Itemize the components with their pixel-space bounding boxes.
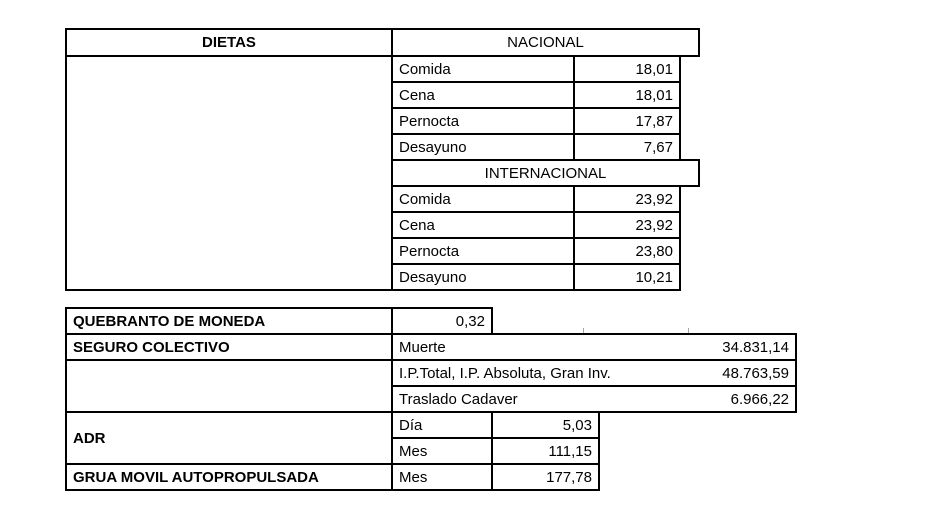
seguro-item-value: 48.763,59 — [722, 364, 789, 382]
dietas-title-cell: DIETAS — [66, 29, 392, 56]
spacer-cell — [680, 264, 699, 290]
conceptos-table — [65, 307, 797, 491]
spacer-cell — [599, 308, 796, 334]
seguro-label-cell: SEGURO COLECTIVO — [66, 334, 392, 360]
diet-value-cell: 23,92 — [574, 186, 680, 212]
grua-period-cell: Mes — [392, 464, 492, 490]
nacional-header-cell: NACIONAL — [392, 29, 699, 56]
adr-value-cell: 111,15 — [492, 438, 599, 464]
diet-value-cell: 17,87 — [574, 108, 680, 134]
spacer-cell — [680, 56, 699, 82]
diet-label-cell: Cena — [392, 82, 574, 108]
diet-value-cell: 23,92 — [574, 212, 680, 238]
quebranto-label-cell: QUEBRANTO DE MONEDA — [66, 308, 392, 334]
gridline-stub — [688, 328, 689, 333]
adr-value-cell: 5,03 — [492, 412, 599, 438]
seguro-row-cell — [392, 360, 796, 386]
seguro-item-label: I.P.Total, I.P. Absoluta, Gran Inv. — [399, 364, 611, 382]
diet-label-cell: Desayuno — [392, 134, 574, 160]
diet-value-cell: 18,01 — [574, 56, 680, 82]
seguro-item-label: Traslado Cadaver — [399, 390, 518, 408]
seguro-item-label: Muerte — [399, 338, 446, 356]
seguro-item-value: 34.831,14 — [722, 338, 789, 356]
spacer-cell — [599, 464, 796, 490]
adr-label-cell: ADR — [66, 412, 392, 464]
spacer-cell — [680, 82, 699, 108]
spacer-cell — [680, 134, 699, 160]
diet-value-cell: 18,01 — [574, 82, 680, 108]
diet-label-cell: Comida — [392, 56, 574, 82]
spacer-cell — [680, 108, 699, 134]
dietas-table — [65, 28, 700, 291]
spacer-cell — [680, 212, 699, 238]
spacer-cell — [680, 186, 699, 212]
seguro-empty-cell — [66, 360, 392, 412]
diet-label-cell: Cena — [392, 212, 574, 238]
seguro-row-cell — [392, 386, 796, 412]
gridline-stub — [583, 328, 584, 333]
diet-value-cell: 10,21 — [574, 264, 680, 290]
diet-value-cell: 23,80 — [574, 238, 680, 264]
seguro-row-cell — [392, 334, 796, 360]
grua-value-cell: 177,78 — [492, 464, 599, 490]
spacer-cell — [680, 238, 699, 264]
adr-period-cell: Mes — [392, 438, 492, 464]
diet-value-cell: 7,67 — [574, 134, 680, 160]
diet-label-cell: Pernocta — [392, 238, 574, 264]
diet-label-cell: Desayuno — [392, 264, 574, 290]
diet-label-cell: Pernocta — [392, 108, 574, 134]
grua-label-cell: GRUA MOVIL AUTOPROPULSADA — [66, 464, 392, 490]
dietas-empty-cell — [66, 56, 392, 290]
spacer-cell — [599, 412, 796, 438]
diet-label-cell: Comida — [392, 186, 574, 212]
adr-period-cell: Día — [392, 412, 492, 438]
seguro-item-value: 6.966,22 — [730, 390, 789, 408]
spacer-cell — [599, 438, 796, 464]
internacional-header-cell: INTERNACIONAL — [392, 160, 699, 186]
quebranto-value-cell: 0,32 — [392, 308, 492, 334]
